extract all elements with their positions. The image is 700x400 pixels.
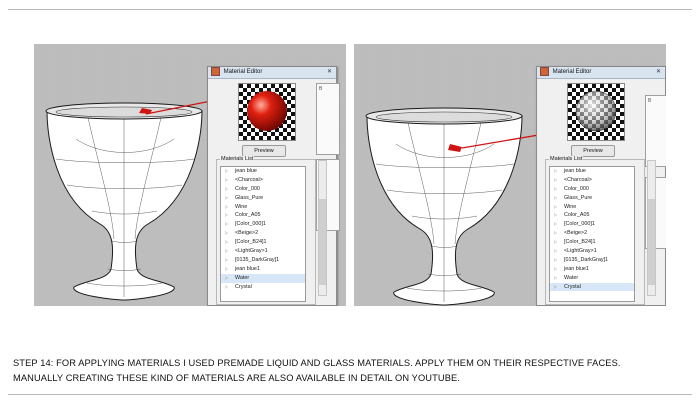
list-item-label: jean blue1: [564, 265, 589, 272]
dropdown-arrow-icon[interactable]: ▷: [554, 230, 558, 236]
dropdown-arrow-icon[interactable]: ▷: [554, 274, 558, 280]
glass-sphere: [576, 91, 616, 131]
list-item[interactable]: [550, 220, 634, 229]
list-item[interactable]: [221, 256, 305, 265]
list-item-label: Crystal: [564, 283, 581, 290]
list-item[interactable]: [221, 211, 305, 220]
list-item-label: jean blue1: [235, 265, 260, 272]
scroll-thumb[interactable]: [319, 199, 326, 285]
list-item-label: [0135_DarkGray]1: [235, 256, 280, 263]
dropdown-arrow-icon[interactable]: ▷: [225, 283, 229, 289]
list-item[interactable]: [550, 167, 634, 176]
preview-button[interactable]: Preview: [242, 145, 286, 157]
list-item[interactable]: [550, 185, 634, 194]
list-item[interactable]: [550, 247, 634, 256]
list-item[interactable]: [550, 194, 634, 203]
dropdown-arrow-icon[interactable]: ▷: [554, 168, 558, 173]
material-swatch: [238, 83, 296, 141]
dropdown-arrow-icon[interactable]: ▷: [225, 230, 229, 236]
materials-list[interactable]: [549, 166, 635, 302]
bottom-rule: [8, 394, 692, 395]
list-item-label: Color_000: [235, 185, 260, 192]
dropdown-arrow-icon[interactable]: ▷: [554, 283, 558, 289]
dropdown-arrow-icon[interactable]: ▷: [554, 265, 558, 271]
liquid-sphere: [247, 91, 287, 131]
dropdown-arrow-icon[interactable]: ▷: [225, 256, 229, 262]
close-icon[interactable]: ✕: [655, 69, 662, 75]
dropdown-arrow-icon[interactable]: ▷: [225, 203, 229, 209]
dropdown-arrow-icon[interactable]: ▷: [554, 248, 558, 254]
dropdown-arrow-icon[interactable]: ▷: [554, 194, 558, 200]
list-item[interactable]: [550, 203, 634, 212]
dropdown-arrow-icon[interactable]: ▷: [225, 185, 229, 191]
dropdown-arrow-icon[interactable]: ▷: [554, 203, 558, 209]
list-item[interactable]: [550, 211, 634, 220]
list-item-label: <LightGray>1: [235, 248, 268, 255]
list-item-label: jean blue: [564, 168, 586, 174]
dropdown-arrow-icon[interactable]: ▷: [225, 274, 229, 280]
left-screenshot: [34, 44, 346, 306]
list-item[interactable]: [550, 238, 634, 247]
material-editor-left: [207, 66, 337, 306]
side-tab[interactable]: [316, 83, 340, 155]
list-item-label: <Charcoal>: [235, 176, 263, 183]
list-item[interactable]: [221, 283, 305, 292]
side-tab[interactable]: [645, 95, 666, 167]
list-item[interactable]: [221, 176, 305, 185]
dropdown-arrow-icon[interactable]: ▷: [554, 176, 558, 182]
preview-button[interactable]: Preview: [571, 145, 615, 157]
materials-group: [545, 156, 645, 305]
list-item[interactable]: [221, 274, 305, 283]
list-item[interactable]: [221, 167, 305, 176]
materials-group-label: Materials List: [221, 156, 254, 162]
list-item[interactable]: [221, 265, 305, 274]
scroll-thumb[interactable]: [648, 199, 655, 285]
list-item[interactable]: [550, 229, 634, 238]
list-item-label: Water: [564, 274, 579, 281]
caption-line-1: STEP 14: FOR APPLYING MATERIALS I USED PREMADE LIQUID AND GLASS MATERIALS. APPLY THEM ON THEIR RESPECTIVE FACES.: [13, 358, 621, 368]
list-item-label: jean blue: [235, 168, 257, 174]
scrollbar[interactable]: [647, 160, 656, 296]
dropdown-arrow-icon[interactable]: ▷: [225, 248, 229, 254]
list-item-label: <Beige>2: [235, 230, 259, 237]
list-item-label: Color_A05: [564, 212, 590, 219]
list-item[interactable]: [550, 283, 634, 292]
material-editor-icon: [540, 67, 549, 76]
window-titlebar[interactable]: [537, 67, 665, 79]
material-editor-icon: [211, 67, 220, 76]
list-item[interactable]: [221, 238, 305, 247]
side-tab-label: B: [648, 98, 652, 104]
window-title: Material Editor: [223, 69, 263, 76]
list-item-label: Wine: [564, 203, 577, 210]
list-item-label: [Color_B24]1: [564, 239, 596, 246]
list-item-label: [Color_B24]1: [235, 239, 267, 246]
list-item[interactable]: [221, 247, 305, 256]
materials-list[interactable]: [220, 166, 306, 302]
window-title: Material Editor: [552, 69, 592, 76]
top-rule: [8, 9, 692, 10]
list-item[interactable]: [550, 256, 634, 265]
step-caption: [13, 356, 693, 386]
dropdown-arrow-icon[interactable]: ▷: [225, 176, 229, 182]
dropdown-arrow-icon[interactable]: ▷: [225, 265, 229, 271]
materials-group-label: Materials List: [550, 156, 583, 162]
list-item-label: [Color_000]1: [235, 221, 266, 228]
dropdown-arrow-icon[interactable]: ▷: [554, 239, 558, 245]
material-swatch: [567, 83, 625, 141]
list-item-label: Glass_Pure: [235, 194, 264, 201]
list-item[interactable]: [550, 274, 634, 283]
close-icon[interactable]: ✕: [326, 69, 333, 75]
list-item-label: Glass_Pure: [564, 194, 593, 201]
dropdown-arrow-icon[interactable]: ▷: [554, 256, 558, 262]
list-item[interactable]: [221, 229, 305, 238]
list-item[interactable]: [221, 185, 305, 194]
dropdown-arrow-icon[interactable]: ▷: [554, 212, 558, 218]
materials-group: [216, 156, 316, 305]
list-item-label: [0135_DarkGray]1: [564, 256, 609, 263]
list-item-label: Color_000: [564, 185, 589, 192]
window-titlebar[interactable]: [208, 67, 336, 79]
side-tab-label: B: [319, 86, 323, 92]
list-item[interactable]: [550, 265, 634, 274]
list-item-label: Color_A05: [235, 212, 261, 219]
list-item-label: Water: [235, 274, 250, 281]
dropdown-arrow-icon[interactable]: ▷: [554, 221, 558, 227]
scrollbar[interactable]: [318, 160, 327, 296]
right-screenshot: [354, 44, 666, 306]
list-item-label: [Color_000]1: [564, 221, 595, 228]
list-item-label: <Charcoal>: [564, 176, 592, 183]
list-item-label: <Beige>2: [564, 230, 588, 237]
dropdown-arrow-icon[interactable]: ▷: [554, 185, 558, 191]
list-item[interactable]: [221, 220, 305, 229]
list-item[interactable]: [221, 194, 305, 203]
dropdown-arrow-icon[interactable]: ▷: [225, 239, 229, 245]
list-item-label: <LightGray>1: [564, 248, 597, 255]
list-item-label: Crystal: [235, 283, 252, 290]
list-item[interactable]: [221, 203, 305, 212]
list-item-label: Wine: [235, 203, 248, 210]
dropdown-arrow-icon[interactable]: ▷: [225, 168, 229, 173]
dropdown-arrow-icon[interactable]: ▷: [225, 194, 229, 200]
list-item[interactable]: [550, 176, 634, 185]
dropdown-arrow-icon[interactable]: ▷: [225, 221, 229, 227]
material-editor-right: [536, 66, 666, 306]
caption-line-2: MANUALLY CREATING THESE KIND OF MATERIALS ARE ALSO AVAILABLE IN DETAIL ON YOUTUBE.: [13, 373, 460, 383]
dropdown-arrow-icon[interactable]: ▷: [225, 212, 229, 218]
